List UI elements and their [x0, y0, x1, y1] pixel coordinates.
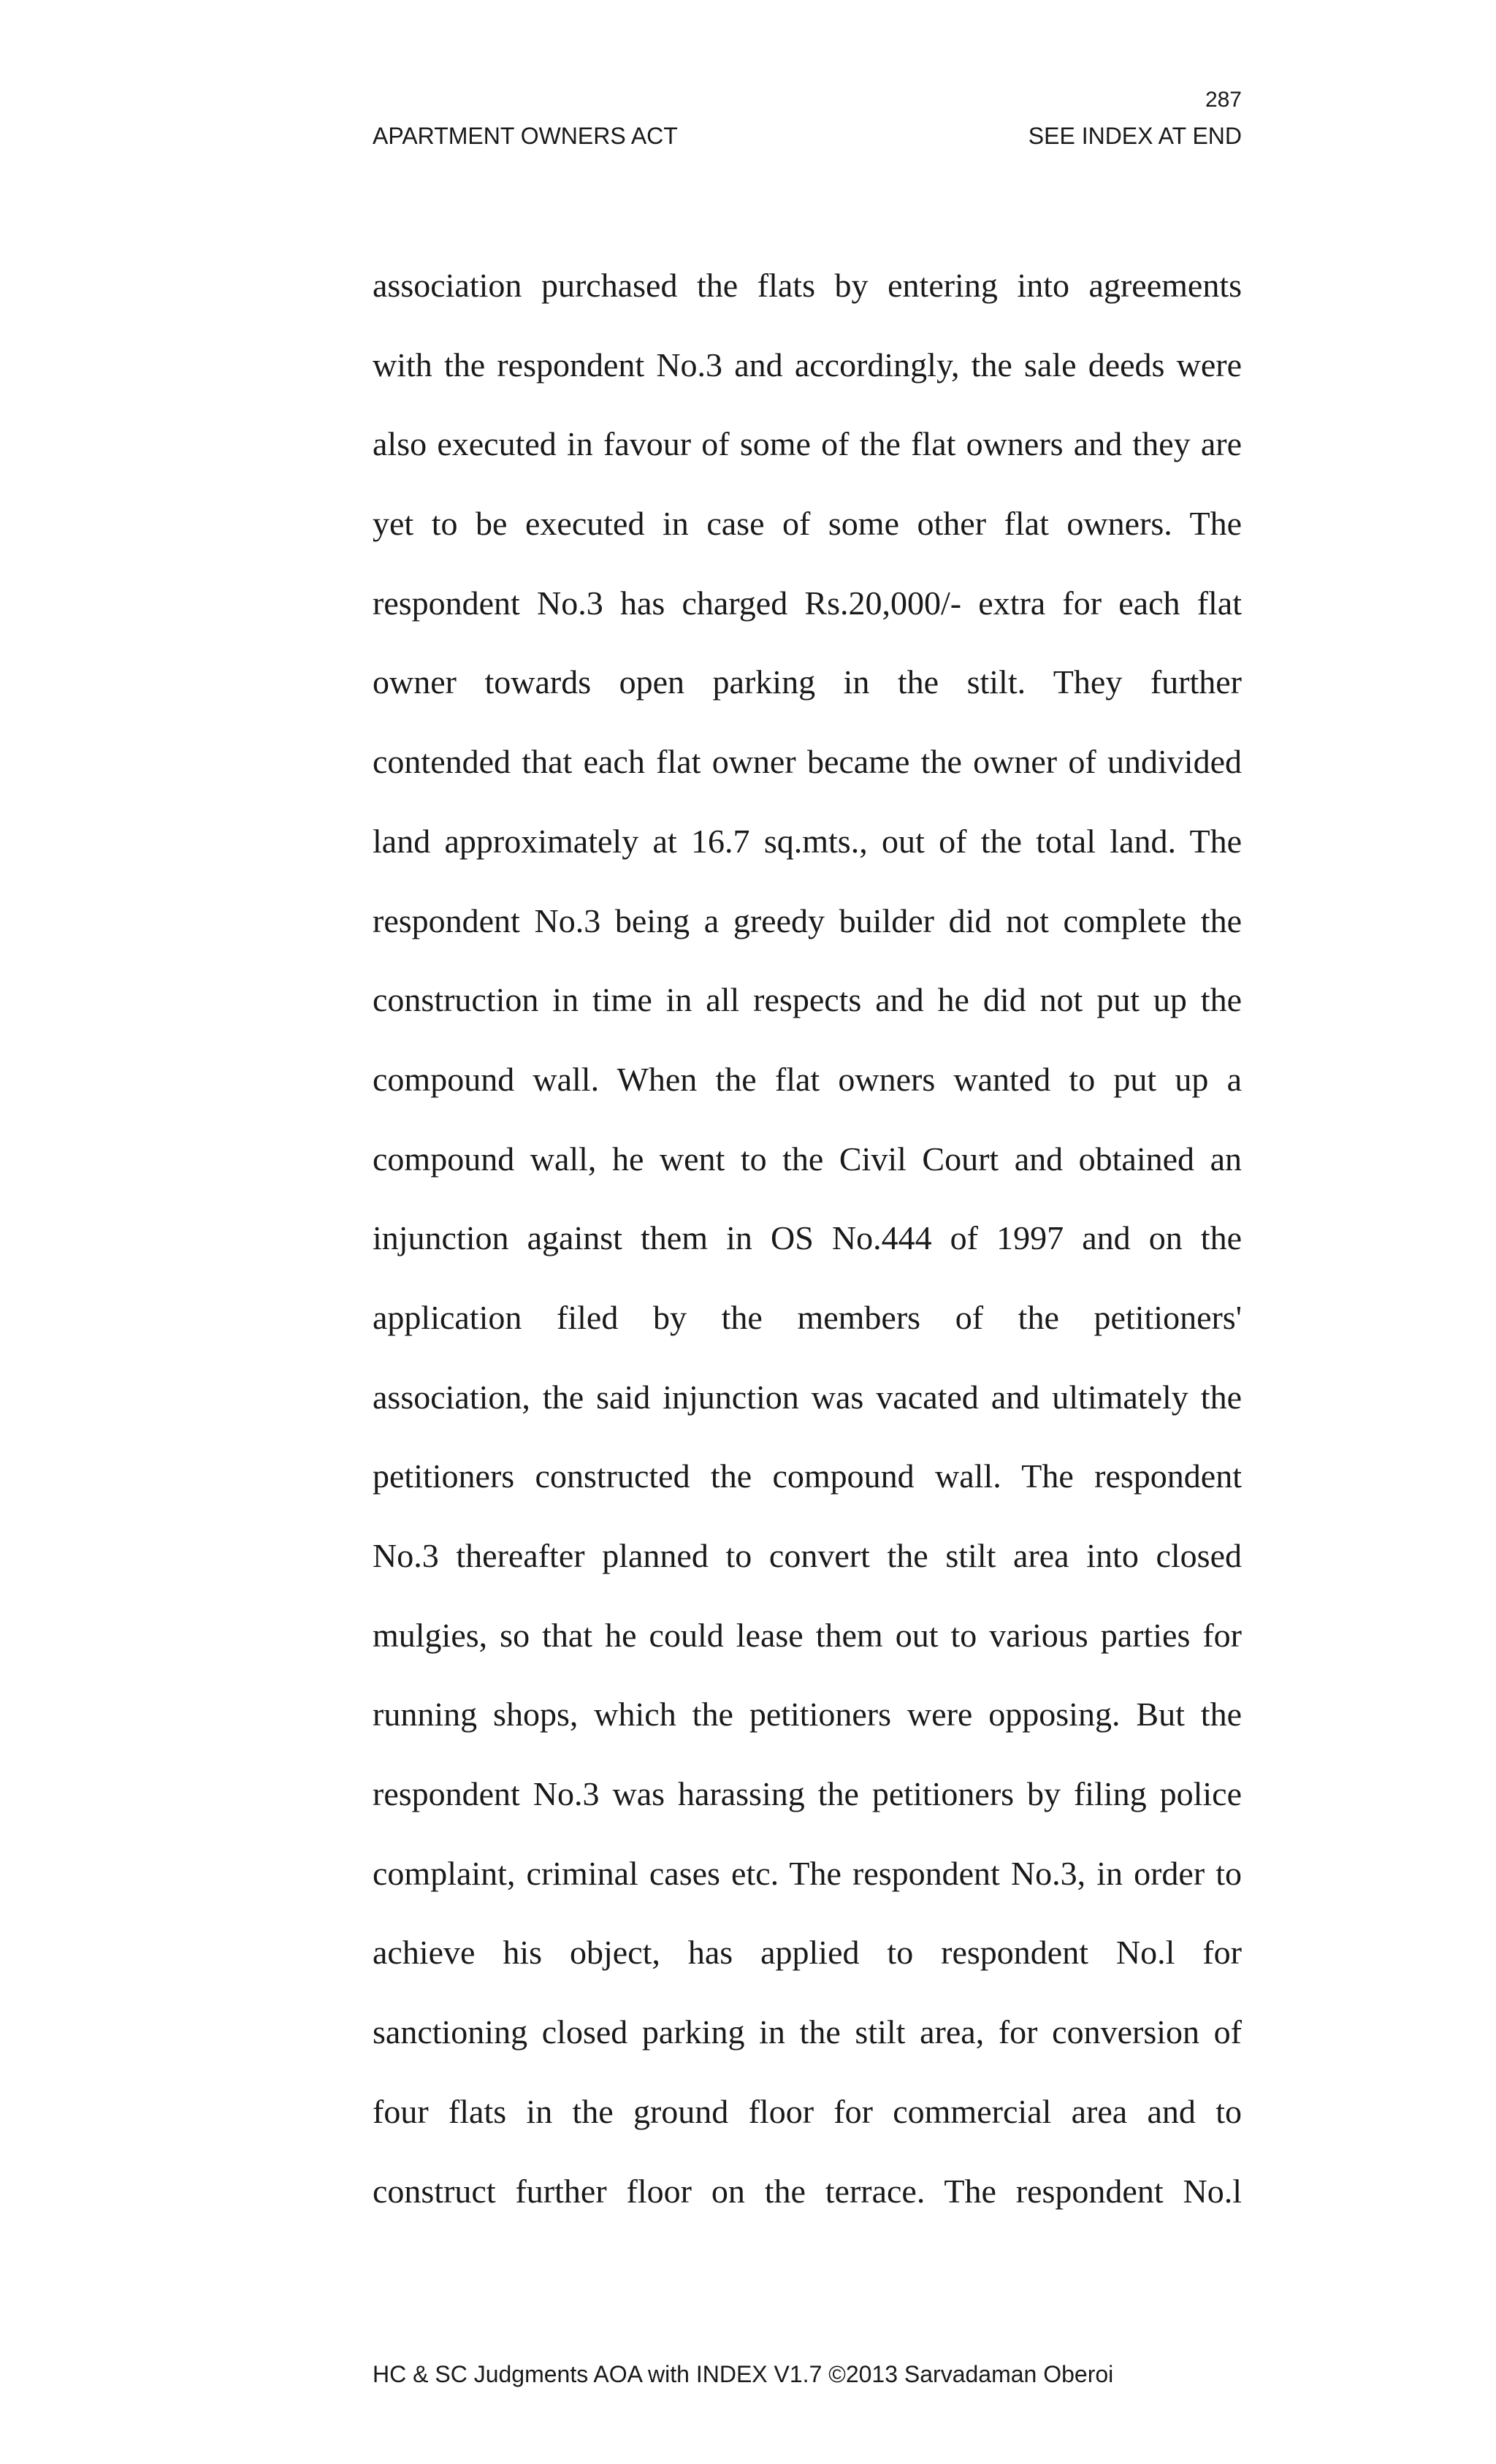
body-line: mulgies, so that he could lease them out to various parties for [373, 1616, 1242, 1654]
header-index-note: SEE INDEX AT END [1028, 123, 1242, 149]
body-line: contended that each flat owner became the owner of undivided [373, 743, 1242, 781]
body-line: respondent No.3 was harassing the petitioners by filing police [373, 1775, 1242, 1813]
body-line: compound wall, he went to the Civil Court and obtained an [373, 1140, 1242, 1178]
body-line: association purchased the flats by entering into agreements [373, 267, 1242, 304]
running-header [373, 124, 1242, 148]
body-line: construction in time in all respects and he did not put up the [373, 981, 1242, 1019]
body-line: No.3 thereafter planned to convert the stilt area into closed [373, 1537, 1242, 1574]
body-line: construct further floor on the terrace. The respondent No.l [373, 2172, 1242, 2210]
header-act-title: APARTMENT OWNERS ACT [373, 123, 678, 149]
body-line: achieve his object, has applied to respondent No.l for [373, 1934, 1242, 1972]
body-line: running shops, which the petitioners were opposing. But the [373, 1696, 1242, 1733]
body-line: compound wall. When the flat owners wanted to put up a [373, 1060, 1242, 1098]
body-line: respondent No.3 being a greedy builder did not complete the [373, 901, 1242, 939]
body-line: with the respondent No.3 and accordingly, the sale deeds were [373, 346, 1242, 384]
page-number: 287 [1205, 88, 1242, 112]
body-line: sanctioning closed parking in the stilt area, for conversion of [373, 2013, 1242, 2051]
body-line: petitioners constructed the compound wall. The respondent [373, 1457, 1242, 1495]
body-line: complaint, criminal cases etc. The respondent No.3, in order to [373, 1854, 1242, 1892]
body-line: owner towards open parking in the stilt. They further [373, 663, 1242, 701]
body-line: association, the said injunction was vacated and ultimately the [373, 1378, 1242, 1416]
body-line: four flats in the ground floor for commercial area and to [373, 2092, 1242, 2130]
body-line: yet to be executed in case of some other flat owners. The [373, 505, 1242, 543]
body-line: injunction against them in OS No.444 of 1997 and on the [373, 1219, 1242, 1257]
body-line: also executed in favour of some of the flat owners and they are [373, 425, 1242, 463]
judgment-body [373, 260, 1242, 2245]
page-footer: HC & SC Judgments AOA with INDEX V1.7 ©2013 Sarvadaman Oberoi [373, 2361, 1114, 2387]
body-line: respondent No.3 has charged Rs.20,000/- extra for each flat [373, 584, 1242, 622]
body-line: application filed by the members of the petitioners' [373, 1298, 1242, 1336]
body-line: land approximately at 16.7 sq.mts., out of the total land. The [373, 822, 1242, 860]
